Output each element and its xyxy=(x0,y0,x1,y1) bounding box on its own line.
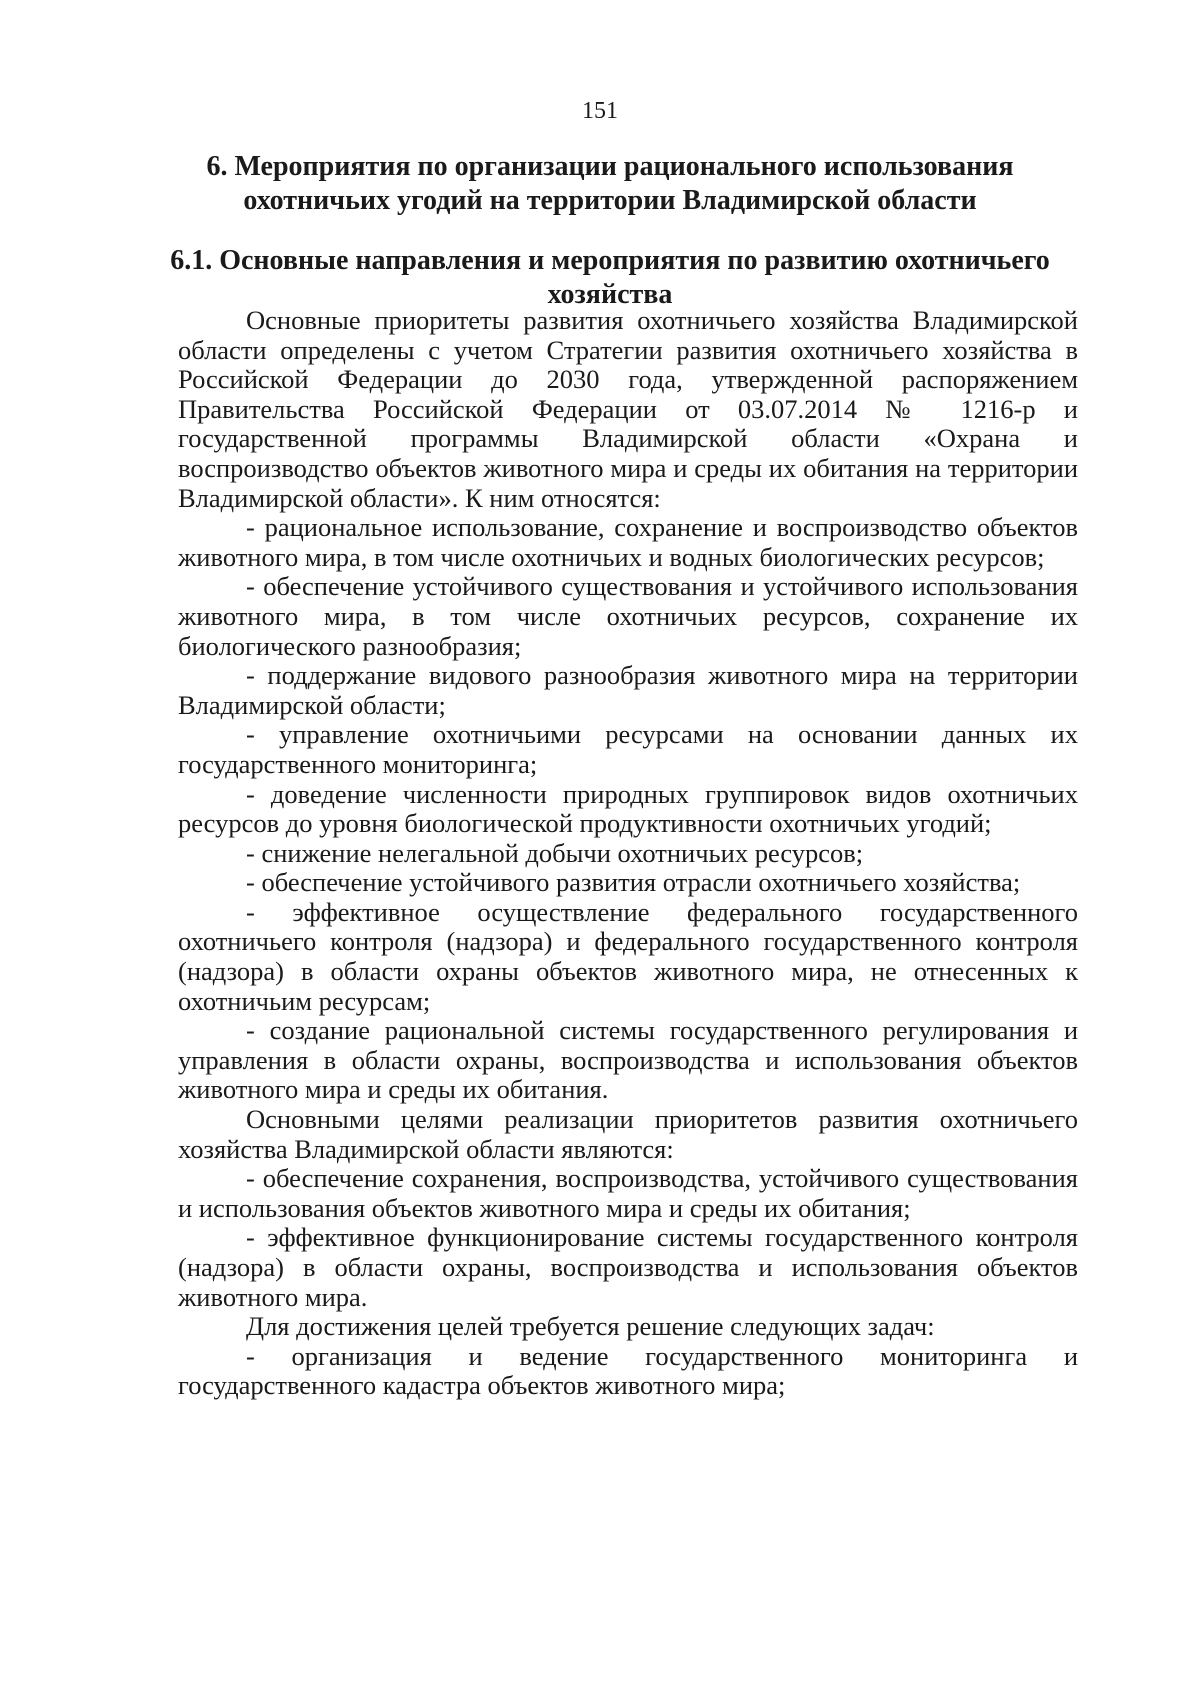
list-item: - организация и ведение государственного мониторинга и государственного кадастра объектов животного мира; xyxy=(178,1340,1078,1401)
list-item: - эффективное функционирование системы государственного контроля (надзора) в области охраны, воспроизводства и использования объектов животного мира. xyxy=(178,1222,1078,1312)
list-item: - создание рациональной системы государственного регулирования и управления в области охраны, воспроизводства и использования объектов животного мира и среды их обитания. xyxy=(178,1015,1078,1105)
page-number: 151 xyxy=(582,98,618,124)
list-item: - обеспечение устойчивого существования и устойчивого использования животного мира, в том числе охотничьих ресурсов, сохранение их биологического разнообразия; xyxy=(178,571,1078,661)
list-item: - доведение численности природных группировок видов охотничьих ресурсов до уровня биологической продуктивности охотничьих угодий; xyxy=(178,778,1078,839)
section-heading: 6. Мероприятия по организации рационального использования охотничьих угодий на территории Владимирской области xyxy=(206,151,1014,216)
list-item: - снижение нелегальной добычи охотничьих ресурсов; xyxy=(246,837,864,868)
list-item: - обеспечение устойчивого развития отрасли охотничьего хозяйства; xyxy=(246,867,1021,898)
list-item: - управление охотничьими ресурсами на основании данных их государственного мониторинга; xyxy=(178,719,1078,779)
list-item: - эффективное осуществление федерального государственного охотничьего контроля (надзора) и федерального государственного контроля (надзора) в области охраны объектов животного мира, не отнесенных к охотничьим ресурсам; xyxy=(178,896,1078,1016)
body-text xyxy=(178,306,1078,1401)
paragraph-priorities-intro: Основные приоритеты развития охотничьего хозяйства Владимирской области определены с учетом Стратегии развития охотничьего хозяйства в Российской Федерации до 2030 года, утвержденной распоряжением Правительства Российской Федерации от 03.07.2014 № 1216-р и государственной программы Владимирской области «Охрана и воспроизводство объектов животного мира и среды их обитания на территории Владимирской области». К ним относятся: xyxy=(178,305,1078,513)
list-item: - поддержание видового разнообразия животного мира на территории Владимирской области; xyxy=(178,660,1078,720)
list-item: - обеспечение сохранения, воспроизводства, устойчивого существования и использования объектов животного мира и среды их обитания; xyxy=(178,1163,1078,1223)
paragraph-goals-intro: Основными целями реализации приоритетов развития охотничьего хозяйства Владимирской области являются: xyxy=(178,1104,1078,1164)
list-item: - рациональное использование, сохранение и воспроизводство объектов животного мира, в том числе охотничьих и водных биологических ресурсов; xyxy=(178,512,1078,572)
subsection-heading: 6.1. Основные направления и мероприятия по развитию охотничьего хозяйства xyxy=(170,245,1050,310)
paragraph-tasks-intro: Для достижения целей требуется решение следующих задач: xyxy=(246,1311,935,1342)
